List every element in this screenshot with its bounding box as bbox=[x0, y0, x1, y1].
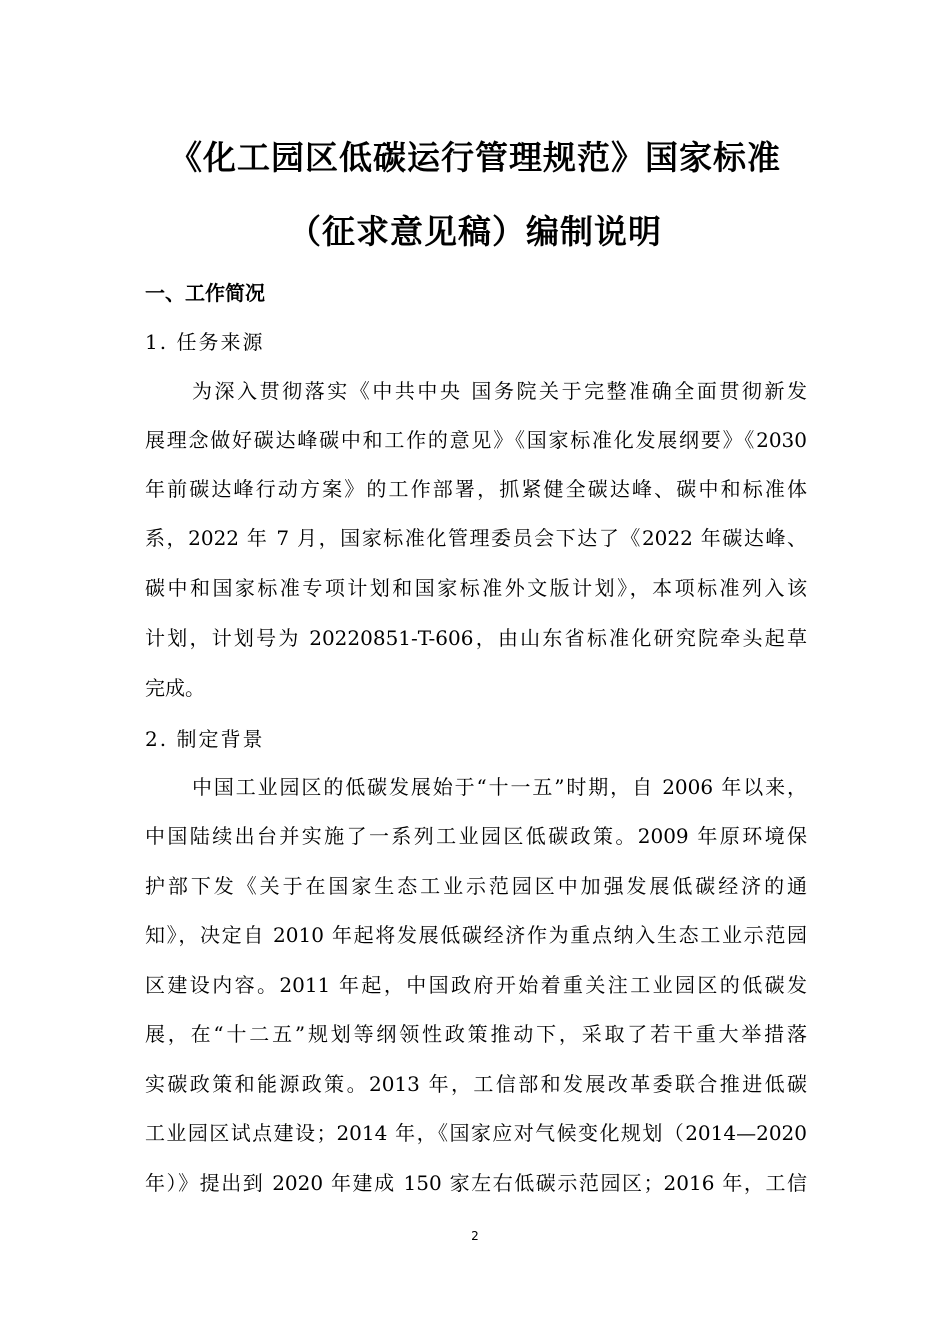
paragraph-task-source-line: 完成。 bbox=[145, 676, 205, 700]
subsection-heading-task-source: 1. 任务来源 bbox=[145, 330, 265, 354]
document-title-line-1: 《化工园区低碳运行管理规范》国家标准 bbox=[169, 138, 781, 177]
paragraph-background-line: 知》，决定自 2010 年起将发展低碳经济作为重点纳入生态工业示范园 bbox=[145, 923, 807, 947]
paragraph-task-source-line: 为深入贯彻落实《中共中央 国务院关于完整准确全面贯彻新发 bbox=[192, 379, 807, 403]
paragraph-task-source-line: 系，2022 年 7 月，国家标准化管理委员会下达了《2022 年碳达峰、 bbox=[145, 526, 807, 550]
document-title-line-2: （征求意见稿）编制说明 bbox=[288, 212, 662, 251]
subsection-heading-background: 2. 制定背景 bbox=[145, 727, 265, 751]
page-number: 2 bbox=[471, 1229, 479, 1243]
paragraph-background-line: 中国工业园区的低碳发展始于“十一五”时期，自 2006 年以来， bbox=[192, 775, 807, 799]
section-heading-work-overview: 一、工作简况 bbox=[145, 281, 265, 305]
paragraph-background-line: 护部下发《关于在国家生态工业示范园区中加强发展低碳经济的通 bbox=[145, 874, 807, 898]
paragraph-background-line: 工业园区试点建设；2014 年，《国家应对气候变化规划（2014—2020 bbox=[145, 1121, 807, 1145]
paragraph-task-source-line: 年前碳达峰行动方案》的工作部署，抓紧健全碳达峰、碳中和标准体 bbox=[145, 477, 807, 501]
paragraph-background-line: 展，在“十二五”规划等纲领性政策推动下，采取了若干重大举措落 bbox=[145, 1022, 807, 1046]
paragraph-background-line: 区建设内容。2011 年起，中国政府开始着重关注工业园区的低碳发 bbox=[145, 973, 807, 997]
paragraph-background-line: 中国陆续出台并实施了一系列工业园区低碳政策。2009 年原环境保 bbox=[145, 824, 807, 848]
paragraph-task-source-line: 计划，计划号为 20220851-T-606，由山东省标准化研究院牵头起草 bbox=[145, 626, 807, 650]
paragraph-task-source-line: 展理念做好碳达峰碳中和工作的意见》《国家标准化发展纲要》《2030 bbox=[145, 428, 807, 452]
paragraph-background-line: 年）》提出到 2020 年建成 150 家左右低碳示范园区；2016 年，工信 bbox=[145, 1171, 807, 1195]
paragraph-task-source-line: 碳中和国家标准专项计划和国家标准外文版计划》，本项标准列入该 bbox=[145, 576, 807, 600]
paragraph-background-line: 实碳政策和能源政策。2013 年，工信部和发展改革委联合推进低碳 bbox=[145, 1072, 807, 1096]
